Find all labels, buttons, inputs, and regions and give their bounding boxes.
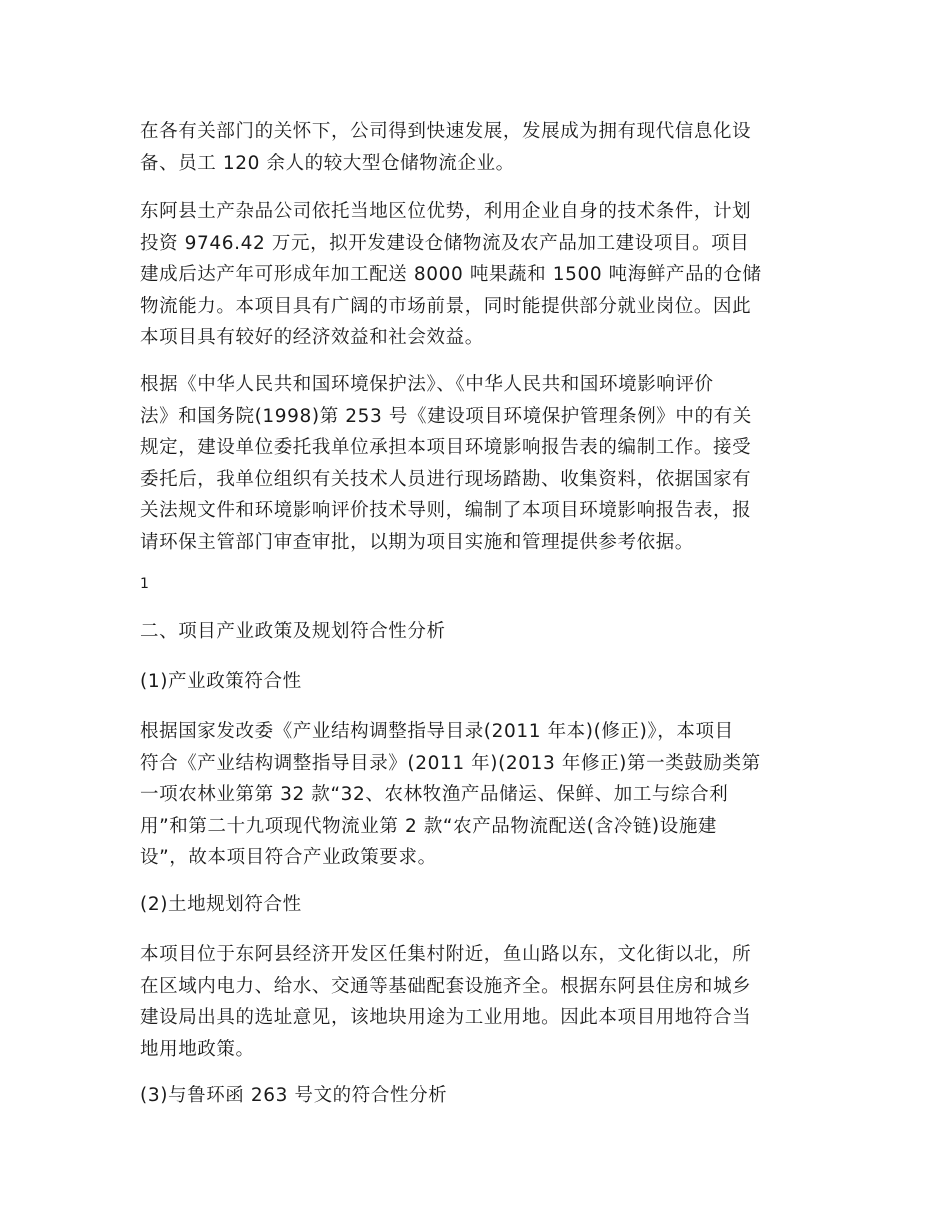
subheading-text: (1)产业政策符合性 — [140, 671, 302, 692]
subheading-text: (3)与鲁环函 263 号文的符合性分析 — [140, 1085, 448, 1106]
text-line: 法》和国务院(1998)第 253 号《建设项目环境保护管理条例》中的有关 — [140, 405, 752, 427]
paragraph-project-overview — [140, 196, 816, 354]
text-line: 建设局出具的选址意见，该地块用途为工业用地。因此本项目用地符合当 — [140, 1007, 752, 1028]
text-line: 本项目具有较好的经济效益和社会效益。 — [140, 327, 484, 348]
text-line: 在各有关部门的关怀下，公司得到快速发展，发展成为拥有现代信息化设 — [140, 121, 752, 142]
page-number: 1 — [140, 576, 149, 592]
text-line: 符合《产业结构调整指导目录》(2011 年)(2013 年修正)第一类鼓励类第 — [140, 752, 761, 774]
text-line: 根据《中华人民共和国环境保护法》、《中华人民共和国环境影响评价 — [140, 374, 714, 395]
text-line: 用”和第二十九项现代物流业第 2 款“农产品物流配送(含冷链)设施建 — [140, 815, 718, 837]
text-line: 地用地政策。 — [140, 1038, 255, 1060]
text-line: 建成后达产年可形成年加工配送 8000 吨果蔬和 1500 吨海鲜产品的仓储 — [140, 264, 762, 285]
text-line: 关法规文件和环境影响评价技术导则，编制了本项目环境影响报告表，报 — [140, 500, 752, 521]
text-line: 委托后，我单位组织有关技术人员进行现场踏勘、收集资料，依据国家有 — [140, 468, 752, 490]
subheading-document-263 — [140, 1080, 816, 1112]
section-heading-text: 二、项目产业政策及规划符合性分析 — [140, 621, 446, 642]
paragraph-legal-basis — [140, 369, 816, 558]
text-line: 东阿县土产杂品公司依托当地区位优势，利用企业自身的技术条件，计划 — [140, 201, 752, 222]
subheading-industrial-policy — [140, 666, 816, 698]
text-line: 在区域内电力、给水、交通等基础配套设施齐全。根据东阿县住房和城乡 — [140, 975, 752, 997]
text-line: 设”，故本项目符合产业政策要求。 — [140, 847, 437, 868]
text-line: 一项农林业第第 32 款“32、农林牧渔产品储运、保鲜、加工与综合利 — [140, 784, 729, 805]
text-line: 物流能力。本项目具有广阔的市场前景，同时能提供部分就业岗位。因此 — [140, 295, 752, 317]
subheading-land-planning — [140, 889, 816, 921]
text-line: 规定，建设单位委托我单位承担本项目环境影响报告表的编制工作。接受 — [140, 437, 752, 458]
text-line: 投资 9746.42 万元，拟开发建设仓储物流及农产品加工建设项目。项目 — [140, 232, 750, 254]
section-heading — [140, 616, 816, 648]
paragraph-land-planning — [140, 939, 816, 1065]
paragraph-industrial-policy — [140, 716, 816, 874]
text-line: 备、员工 120 余人的较大型仓储物流企业。 — [140, 152, 515, 174]
text-line: 本项目位于东阿县经济开发区任集村附近，鱼山路以东，文化街以北，所 — [140, 944, 752, 965]
paragraph-company-development — [140, 116, 816, 179]
subheading-text: (2)土地规划符合性 — [140, 894, 302, 915]
text-line: 根据国家发改委《产业结构调整指导目录(2011 年本)(修正)》，本项目 — [140, 721, 734, 742]
text-line: 请环保主管部门审查审批，以期为项目实施和管理提供参考依据。 — [140, 531, 694, 553]
